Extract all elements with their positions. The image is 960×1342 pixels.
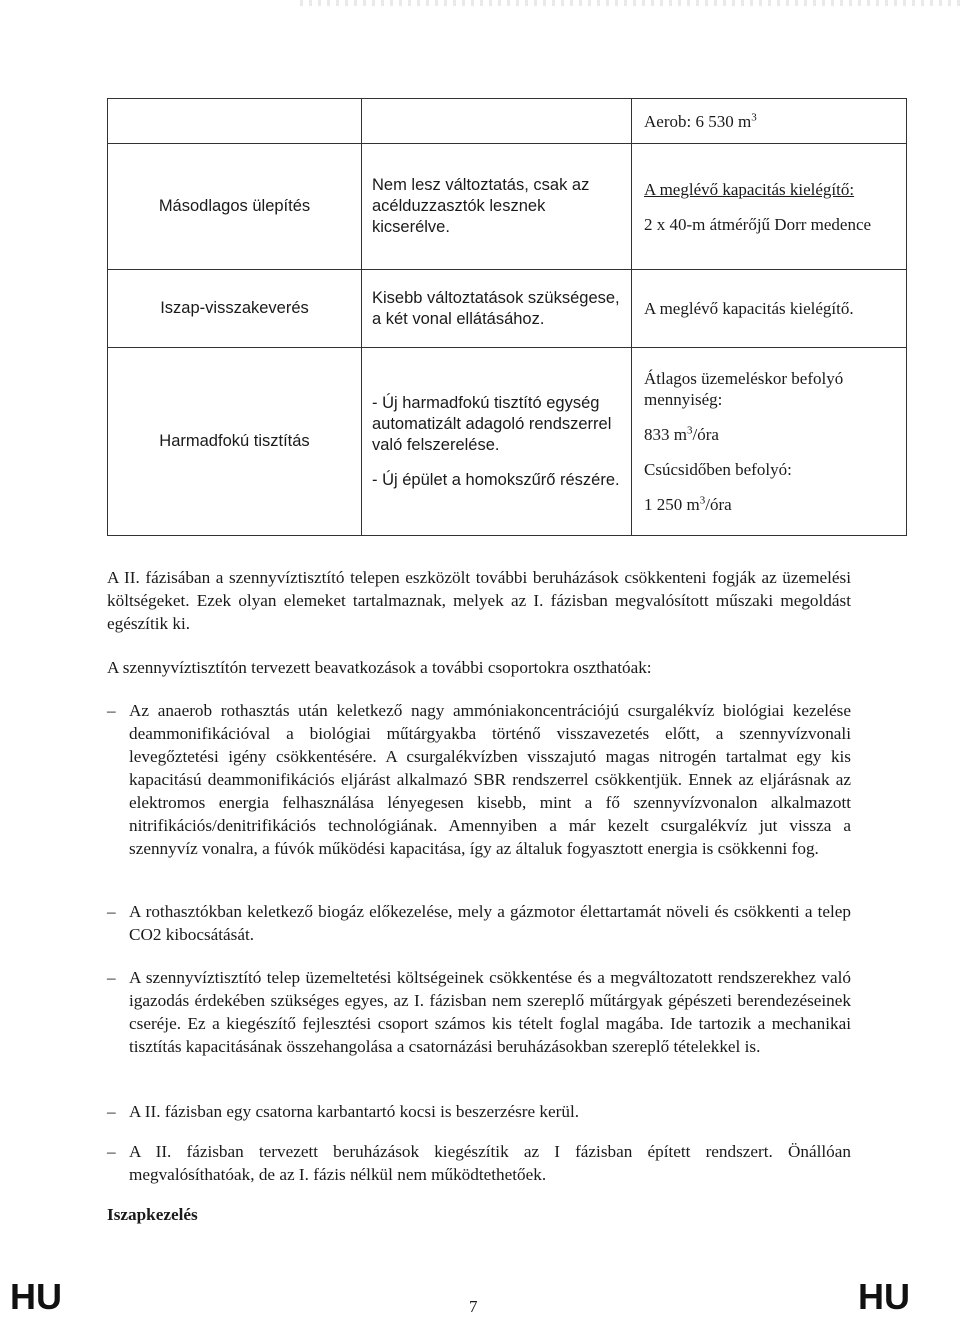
change-text: Nem lesz változtatás, csak az acélduzzasztók lesznek kicserélve. <box>372 176 590 236</box>
groups-intro-paragraph: A szennyvíztisztítón tervezett beavatkozások a további csoportokra oszthatóak: <box>107 658 652 677</box>
stage-cell <box>108 348 362 536</box>
bullet-dash: – <box>107 1102 116 1121</box>
capacity-cell <box>632 348 907 536</box>
stage-label: Harmadfokú tisztítás <box>159 432 310 450</box>
peak-flow-label: Csúcsidőben befolyó: <box>644 460 792 479</box>
unit-exponent: 3 <box>699 494 706 507</box>
scan-artifact <box>300 0 960 6</box>
table-row <box>108 144 907 270</box>
measures-table <box>107 98 907 536</box>
table-cell-empty <box>108 99 362 144</box>
capacity-text: A meglévő kapacitás kielégítő. <box>644 299 854 318</box>
change-cell <box>362 270 632 348</box>
stage-label: Másodlagos ülepítés <box>158 197 311 215</box>
capacity-heading: A meglévő kapacitás kielégítő: <box>644 179 855 199</box>
flow-unit-suffix: /óra <box>692 425 719 444</box>
footer-country-code-left: HU <box>10 1276 62 1317</box>
list-item <box>107 1100 851 1123</box>
list-item <box>107 966 851 1058</box>
list-item-text: A rothasztókban keletkező biogáz előkezelése, mely a gázmotor élettartamát növeli és csökkenti a telep CO2 kibocsátását. <box>129 902 851 944</box>
stage-cell <box>108 270 362 348</box>
capacity-detail: 2 x 40-m átmérőjű Dorr medence <box>644 214 872 234</box>
list-item <box>107 900 851 946</box>
table-header-row <box>108 99 907 144</box>
stage-label: Iszap-visszakeverés <box>160 299 309 317</box>
page-number: 7 <box>469 1297 478 1316</box>
unit-exponent: 3 <box>751 110 757 123</box>
bullet-dash: – <box>107 968 116 987</box>
capacity-cell <box>632 144 907 270</box>
change-text: - Új harmadfokú tisztító egység automatizált adagoló rendszerrel való felszerelése. <box>372 393 612 454</box>
capacity-cell <box>632 270 907 348</box>
stage-cell <box>108 144 362 270</box>
list-item-text: Az anaerob rothasztás után keletkező nagy ammóniakoncentrációjú csurgalékvíz biológiai kezelése deammonifikációval a biológiai műtárgyakba történő visszavezetés előtt, a szennyvízvonali levegőztetési igény csökkentésére. A csurgalékvízben visszajutó magas nitrogén tartalmat egy kis kapacitású deammonifikációs eljárást alkalmazó SBR rendszerrel csökkentjük. Ennek az eljárásnak az elektromos energia felhasználása lényegesen kisebb, mint a fő szennyvízvonalon alkalmazott nitrifikációs/denitrifikációs technológiának. Amennyiben a már kezelt csurgalékvíz jut vissza a szennyvíz vonalra, a fúvók működési kapacitása, így az általuk fogyasztott energia is csökkenni fog. <box>129 701 851 858</box>
intro-paragraph: A II. fázisában a szennyvíztisztító telepen eszközölt további beruházások csökkenteni fogják az üzemelési költségeket. Ezek olyan elemeket tartalmaznak, melyek az I. fázisban megvalósított műszaki megoldást egészítik ki. <box>107 568 851 633</box>
aerob-volume-cell <box>632 99 907 144</box>
peak-flow-value <box>644 494 900 515</box>
bullet-dash: – <box>107 1142 116 1161</box>
list-item-text: A szennyvíztisztító telep üzemeltetési költségeinek csökkentése és a megváltozatott rendszerekhez való igazodás érdekében szükséges egyes, az I. fázisban nem szereplő műtárgyak gépészeti berendezéseinek cseréje. Ez a kiegészítő fejlesztési csoport számos kis tételt foglal magába. Ide tartozik a mechanikai tisztítás kapacitásának összehangolása a csatornázási beruházásokban szereplő tételekkel is. <box>129 968 851 1056</box>
table-row <box>108 348 907 536</box>
table-row <box>108 270 907 348</box>
change-text: Kisebb változtatások szükségese, a két vonal ellátásához. <box>372 288 620 328</box>
change-cell <box>362 144 632 270</box>
change-cell <box>362 348 632 536</box>
avg-flow-value <box>644 424 900 445</box>
list-item-text: A II. fázisban egy csatorna karbantartó kocsi is beszerzésre kerül. <box>129 1102 580 1121</box>
footer-country-code-right: HU <box>858 1276 910 1317</box>
section-heading: Iszapkezelés <box>107 1205 198 1224</box>
table-cell-empty <box>362 99 632 144</box>
flow-unit-suffix: /óra <box>705 495 732 514</box>
change-text: - Új épület a homokszűrő részére. <box>372 470 620 489</box>
avg-flow-number: 833 m <box>644 425 687 444</box>
list-item <box>107 1140 851 1186</box>
bullet-dash: – <box>107 902 116 921</box>
list-item <box>107 699 851 860</box>
bullet-dash: – <box>107 701 116 720</box>
peak-flow-number: 1 250 m <box>644 495 700 514</box>
list-item-text: A II. fázisban tervezett beruházások kiegészítik az I fázisban épített rendszert. Önállóan megvalósíthatóak, de az I. fázis nélkül nem működtethetőek. <box>129 1142 851 1184</box>
aerob-volume: Aerob: 6 530 m <box>644 111 752 131</box>
unit-exponent: 3 <box>686 424 693 437</box>
avg-flow-label: Átlagos üzemeléskor befolyó mennyiség: <box>644 369 844 409</box>
